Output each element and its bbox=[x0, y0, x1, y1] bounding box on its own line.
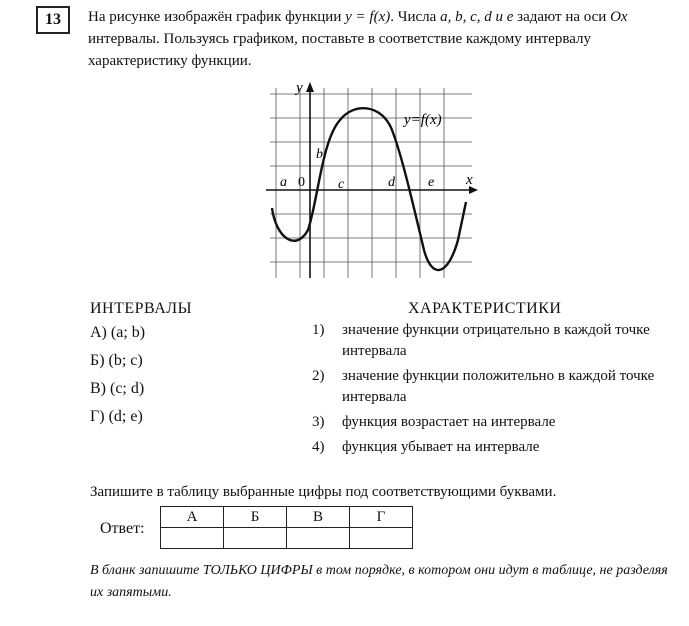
characteristic-text: функция возрастает на интервале bbox=[342, 414, 556, 430]
answer-header-row bbox=[161, 507, 413, 528]
answer-cell-a[interactable] bbox=[161, 528, 224, 549]
task-number: 13 bbox=[36, 6, 70, 34]
characteristic-text: значение функции положительно в каждой точке интервала bbox=[342, 368, 655, 405]
intro-text-2: . Числа bbox=[390, 9, 441, 25]
answer-input-row bbox=[161, 528, 413, 549]
axis-name: Ox bbox=[610, 9, 628, 25]
characteristic-text: функция убывает на интервале bbox=[342, 439, 540, 455]
intro-text-4: интервалы. Пользуясь графиком, поставьте в соответствие каждому интервалу характеристику функции. bbox=[88, 31, 591, 69]
characteristic-number: 3) bbox=[312, 414, 325, 430]
characteristic-1 bbox=[312, 320, 682, 362]
answer-cell-d[interactable] bbox=[350, 528, 413, 549]
intro-text-3: задают на оси bbox=[513, 9, 611, 25]
characteristic-number: 2) bbox=[312, 368, 325, 384]
answer-column-a: А bbox=[161, 507, 224, 528]
characteristic-number: 1) bbox=[312, 322, 325, 338]
y-axis-arrow bbox=[306, 82, 314, 92]
point-b-label: b bbox=[316, 147, 323, 162]
interval-b: Б) (b; c) bbox=[90, 352, 143, 369]
answer-instruction: Запишите в таблицу выбранные цифры под соответствующими буквами. bbox=[90, 484, 557, 500]
y-axis-label: y bbox=[296, 80, 303, 96]
point-e-label: e bbox=[428, 175, 435, 190]
characteristics-heading: ХАРАКТЕРИСТИКИ bbox=[408, 300, 562, 317]
point-d-label: d bbox=[388, 175, 395, 190]
answer-column-c: В bbox=[287, 507, 350, 528]
characteristics-list bbox=[312, 320, 682, 462]
function-notation: y = f(x) bbox=[345, 9, 391, 25]
answer-cell-c[interactable] bbox=[287, 528, 350, 549]
function-label: y=f(x) bbox=[404, 112, 442, 128]
characteristic-4 bbox=[312, 437, 682, 458]
interval-letters: a, b, c, d и e bbox=[440, 9, 514, 25]
characteristic-number: 4) bbox=[312, 439, 325, 455]
interval-a: А) (a; b) bbox=[90, 324, 146, 341]
function-graph bbox=[262, 80, 482, 280]
point-c-label: c bbox=[338, 177, 345, 192]
answer-note: В бланк запишите ТОЛЬКО ЦИФРЫ в том порядке, в котором они идут в таблице, не разделяя их запятыми. bbox=[90, 563, 668, 600]
answer-table bbox=[160, 506, 413, 549]
characteristic-text: значение функции отрицательно в каждой точке интервала bbox=[342, 322, 650, 359]
intervals-heading: ИНТЕРВАЛЫ bbox=[90, 300, 193, 317]
answer-column-b: Б bbox=[224, 507, 287, 528]
answer-label: Ответ: bbox=[100, 520, 145, 537]
interval-c: В) (c; d) bbox=[90, 380, 145, 397]
characteristic-2 bbox=[312, 366, 682, 408]
answer-cell-b[interactable] bbox=[224, 528, 287, 549]
interval-d: Г) (d; e) bbox=[90, 408, 143, 425]
characteristic-3 bbox=[312, 412, 682, 433]
point-a-label: a bbox=[280, 175, 287, 190]
x-axis-label: x bbox=[466, 172, 473, 188]
intro-text-1: На рисунке изображён график функции bbox=[88, 9, 346, 25]
origin-label: 0 bbox=[298, 175, 305, 190]
task-intro bbox=[88, 6, 668, 72]
answer-column-d: Г bbox=[350, 507, 413, 528]
